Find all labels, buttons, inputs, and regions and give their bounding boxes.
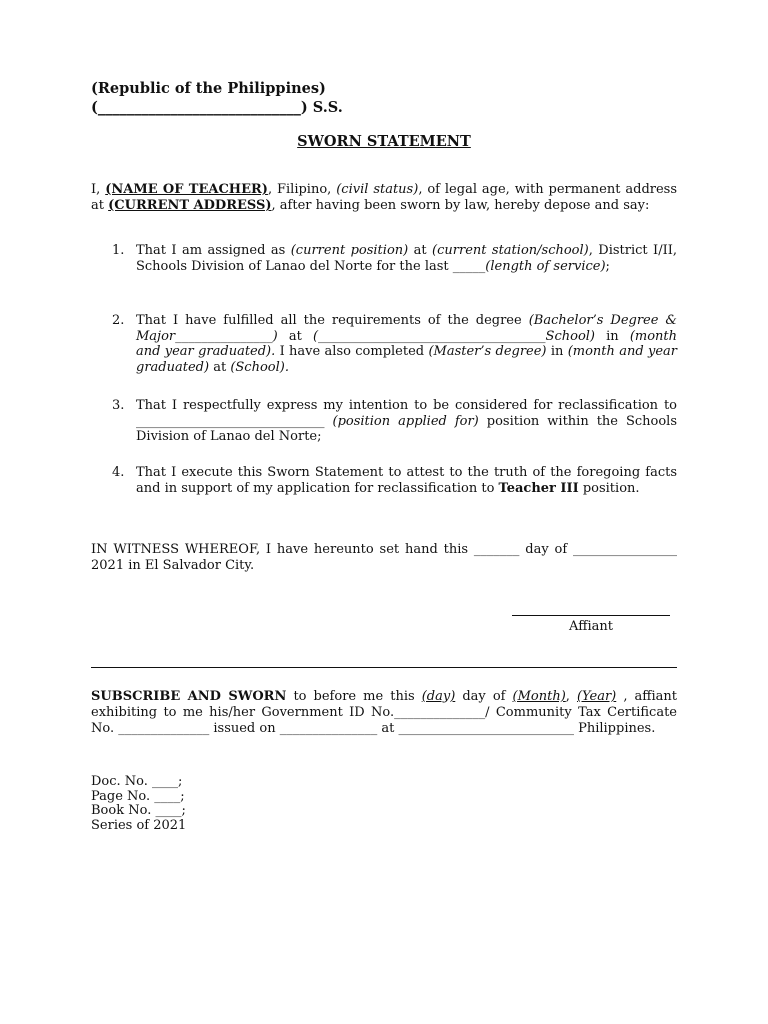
list-item: [112, 398, 677, 445]
teacher-name-placeholder: (NAME OF TEACHER): [105, 182, 268, 197]
document-title: SWORN STATEMENT: [297, 133, 471, 150]
witness-text: IN WITNESS WHEREOF, I have hereunto set hand this _______ day of ________________ 2021 in El Salvador City.: [91, 542, 677, 573]
book-no: Book No. ____;: [91, 803, 186, 818]
list-item: [112, 465, 677, 496]
bachelors-degree-placeholder: (Bachelor’s Degree & Major_______________): [136, 313, 677, 344]
subscribe-lead: SUBSCRIBE AND SWORN: [91, 689, 287, 704]
year-placeholder: (Year): [576, 689, 617, 704]
affiant-signature-line: [512, 615, 670, 616]
item-text: at: [288, 328, 302, 344]
item-number: 3.: [112, 398, 125, 413]
doc-no: Doc. No. ____;: [91, 774, 183, 789]
jurat-text: to before me this: [293, 689, 415, 704]
intro-text-1: I,: [91, 182, 101, 197]
item-number: 4.: [112, 465, 125, 480]
current-position-placeholder: (current position): [290, 243, 409, 258]
item-text: That I respectfully express my intention to be considered for reclassification to _____________________________: [136, 398, 677, 429]
month-placeholder: (Month): [512, 689, 566, 704]
ss-line: (____________________________) S.S.: [91, 99, 343, 116]
jurat-text: , affiant exhibiting to me his/her Government ID No.______________/ Community Tax Certificate No. ______________ issued on _______________ at ___________________________ Philippines.: [91, 689, 677, 736]
intro-text-4: , after having been sworn by law, hereby depose and say:: [271, 198, 650, 213]
current-station-placeholder: (current station/school): [432, 243, 589, 258]
masters-degree-placeholder: (Master’s degree): [428, 344, 547, 359]
civil-status-placeholder: (civil status): [336, 182, 419, 197]
masters-school-placeholder: (School).: [230, 359, 289, 375]
affiant-label: Affiant: [569, 619, 613, 634]
list-item: [112, 243, 677, 274]
item-text: That I execute this Sworn Statement to attest to the truth of the foregoing facts and in support of my application for reclassification to: [136, 465, 677, 496]
intro-text-3: , of legal age, with permanent address at: [91, 182, 678, 213]
list-item: [112, 313, 677, 375]
item-text: ;: [605, 258, 610, 274]
item-text: I have also completed: [279, 344, 425, 359]
item-text: position within the Schools Division of Lanao del Norte;: [136, 413, 678, 444]
current-address-placeholder: (CURRENT ADDRESS): [108, 198, 272, 213]
notarial-register: [91, 775, 186, 833]
item-text: That I am assigned as: [136, 243, 286, 258]
school-placeholder: (___________________________________School): [312, 328, 595, 344]
position-applied-placeholder: (position applied for): [332, 413, 479, 429]
item-text: That I have fulfilled all the requirements of the degree: [136, 313, 522, 328]
item-number: 2.: [112, 313, 125, 328]
teacher-iii-label: Teacher III: [498, 480, 579, 496]
item-text: at: [213, 359, 227, 375]
graduation-date-placeholder: (month and year graduated).: [136, 328, 678, 359]
intro-paragraph: [91, 182, 677, 214]
item-number: 1.: [112, 243, 125, 258]
item-text: position.: [582, 480, 640, 496]
witness-paragraph: [91, 542, 677, 574]
section-divider: [91, 667, 677, 668]
item-text: , District I/II, Schools Division of Lanao del Norte for the last _____: [136, 243, 677, 274]
jurat-paragraph: [91, 689, 677, 737]
intro-text-2: , Filipino,: [267, 182, 332, 197]
item-text: at: [413, 243, 427, 258]
series: Series of 2021: [91, 817, 187, 833]
republic-heading: (Republic of the Philippines): [91, 80, 326, 97]
masters-graduation-date-placeholder: (month and year graduated): [136, 344, 677, 375]
item-text: in: [606, 328, 619, 344]
day-placeholder: (day): [421, 689, 456, 704]
item-text: in: [550, 344, 564, 359]
jurat-text: day of: [462, 689, 506, 704]
length-of-service-placeholder: (length of service): [485, 258, 606, 274]
jurat-text: ,: [565, 689, 570, 704]
page-no: Page No. ____;: [91, 788, 185, 804]
